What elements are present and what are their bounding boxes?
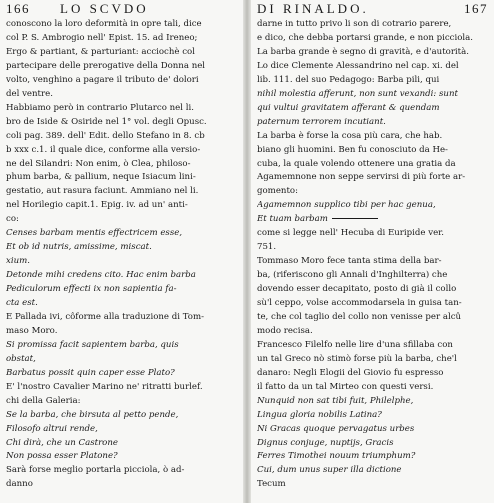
text-line (6, 102, 239, 115)
text-line-content: cta est. (6, 298, 38, 308)
text-line-content: Tommaso Moro fece tanta stima della bar- (257, 256, 442, 267)
text-line-content: del ventre. (6, 88, 53, 99)
text-line (6, 32, 239, 45)
left-page-header (0, 1, 243, 15)
text-line-content: Ni Gracas quoque pervagatus urbes (257, 423, 415, 434)
text-line-content: gomento: (257, 186, 298, 197)
text-line (257, 269, 490, 282)
text-line-content: Tecum (257, 479, 286, 490)
text-line-content: Francesco Filelfo nelle lire d'una sfillaba con (257, 339, 453, 350)
text-line (257, 32, 490, 45)
left-page-number: 166 (6, 1, 30, 16)
text-line-content: E' l'nostro Cavalier Marino ne' ritratti burlef. (6, 381, 203, 392)
text-line-content: e dico, che debba portarsi grande, e non picciola. (257, 32, 473, 43)
text-line (257, 311, 490, 324)
text-line (6, 325, 239, 338)
text-line-content: Pediculorum effecti ix non sapientia fa- (6, 284, 177, 295)
text-line-content: paternum terrorem incutiant. (257, 116, 386, 127)
text-line-content: obstat, (6, 353, 36, 364)
text-line (257, 185, 490, 198)
text-line (257, 423, 490, 436)
text-line (257, 60, 490, 73)
text-line-content: xium. (6, 256, 31, 267)
text-line-content: il fatto da un tal Mirteo con questi versi. (257, 381, 434, 392)
text-line-content: volto, venghino a pagare il tributo de' dolori (6, 74, 199, 85)
text-line (257, 171, 490, 184)
text-line-content: col P. S. Ambrogio nell' Epist. 15. ad Ireneo; (6, 32, 198, 43)
text-line-content: chi della Galeria: (6, 395, 81, 406)
text-line (257, 227, 490, 240)
text-line (6, 297, 239, 310)
text-line (6, 478, 239, 491)
text-line (6, 227, 239, 240)
text-line-content: Non possa esser Platone? (6, 451, 118, 462)
text-line-content: La barba grande è segno di gravità, e d'autorità. (257, 46, 469, 57)
text-line-content: Cui, dum unus super illa dictione (257, 465, 402, 476)
text-line-content: Chi dirà, che un Castrone (6, 437, 118, 448)
text-line-content: Habbiamo però in contrario Plutarco nel li. (6, 102, 194, 113)
text-line-content: danaro: Negli Elogii del Giovio fu espresso (257, 367, 444, 378)
text-line-content: te, che col taglio del collo non venisse per alcû (257, 311, 462, 322)
text-line-content: b xxx c.1. il quale dice, conforme alla versio- (6, 144, 201, 155)
text-line (257, 102, 490, 115)
text-line-content: lib. 111. del suo Pedagogo: Barba pili, qui (257, 74, 440, 85)
text-line (257, 297, 490, 310)
text-line (6, 450, 239, 463)
text-line (6, 171, 239, 184)
text-line (257, 213, 490, 226)
text-line (6, 367, 239, 380)
text-line-content: ba, (riferiscono gli Annali d'Inghilterra) che (257, 270, 448, 281)
text-line (6, 88, 239, 101)
text-line-content: sù'l ceppo, volse accommodarsela in guisa tan- (257, 298, 462, 308)
text-line (257, 116, 490, 129)
text-line-content: La barba è forse la cosa più cara, che hab. (257, 130, 443, 141)
text-line (6, 60, 239, 73)
text-line (257, 353, 490, 366)
right-page-number: 167 (464, 1, 488, 16)
text-line-content: qui vultui gravitatem afferant & quendam (257, 102, 440, 113)
text-line (6, 144, 239, 157)
text-line (6, 339, 239, 352)
text-line (6, 255, 239, 268)
text-line-content: gestatio, aut rasura faciunt. Ammiano nel li. (6, 186, 199, 197)
text-line (257, 478, 490, 491)
text-line (257, 18, 490, 31)
text-line (257, 158, 490, 171)
text-line-content: Dignus conjuge, nuptijs, Gracis (257, 437, 394, 448)
text-line (257, 199, 490, 212)
right-running-title: DI RINALDO. (257, 1, 369, 16)
text-line (6, 18, 239, 31)
text-line-content: Lingua gloria nobilis Latina? (257, 409, 382, 420)
text-line-content: darne in tutto privo li son di cotrario parere, (257, 19, 452, 29)
text-line (6, 437, 239, 450)
text-line (257, 339, 490, 352)
text-line-content: nihil molestia afferunt, non sunt vexandi: sunt (257, 88, 458, 99)
text-line-content: Ferres Timothei nouum triumphum? (257, 451, 416, 462)
text-line-content: partecipare delle prerogative della Donna nel (6, 60, 206, 71)
text-line (6, 158, 239, 171)
left-running-title: LO SCVDO (60, 1, 149, 16)
text-line (6, 464, 239, 477)
text-line-content: dovendo esser decapitato, posto di già il collo (257, 284, 457, 295)
text-line-content: Agamemnon supplico tibi per hac genua, (257, 200, 436, 211)
text-line (6, 423, 239, 436)
text-line-content: Sarà forse meglio portarla picciola, ò ad- (6, 465, 185, 476)
text-line (6, 213, 239, 226)
text-line (6, 353, 239, 366)
text-line (6, 116, 239, 129)
text-line-content: nel Horilegio capit.1. Epig. iv. ad un' anti- (6, 200, 188, 211)
text-line (6, 241, 239, 254)
text-line-content: Barbatus possit quin caper esse Plato? (6, 367, 175, 378)
text-line (257, 367, 490, 380)
text-line-content: Et tuam barbam (257, 214, 328, 225)
text-line (6, 74, 239, 87)
text-line (257, 88, 490, 101)
text-line (257, 409, 490, 422)
text-line-content: phum barba, & pallium, neque Isiacum lini- (6, 172, 196, 183)
text-line (257, 283, 490, 296)
text-line-content: come si legge nell' Hecuba di Euripide ver. (257, 228, 445, 239)
book-gutter (243, 0, 251, 503)
text-line (6, 311, 239, 324)
text-line-content: Filosofo altrui rende, (6, 423, 98, 434)
text-line-content: co: (6, 214, 19, 225)
text-line (6, 269, 239, 282)
text-line-content: Lo dice Clemente Alessandrino nel cap. xi. del (257, 60, 459, 71)
text-line (257, 144, 490, 157)
text-line (257, 130, 490, 143)
text-line (257, 381, 490, 394)
text-line-content: un tal Greco nò stimò forse più la barba, che'l (257, 353, 457, 364)
text-line (257, 255, 490, 268)
text-line (6, 283, 239, 296)
text-line-content: conoscono la loro deformità in opre tali, dice (6, 19, 202, 29)
text-line (257, 450, 490, 463)
text-line-content: coli pag. 389. dell' Edit. dello Stefano in 8. cb (6, 130, 205, 141)
text-line (257, 74, 490, 87)
text-line-content: modo recisa. (257, 325, 313, 336)
text-line-content: Agamemnone non seppe servirsi di più forte ar- (257, 172, 466, 183)
text-line (257, 241, 490, 254)
text-line-content: E Pallada ivi, côforme alla traduzione di Tom- (6, 311, 205, 322)
text-line-content: Si promissa facit sapientem barba, quis (6, 339, 179, 350)
text-line-content: 751. (257, 242, 277, 253)
text-line-content: biano gli huomini. Ben fu conosciuto da He- (257, 144, 448, 155)
text-line (257, 464, 490, 477)
text-line-content: Nunquid non sat tibi fuit, Philelphe, (257, 395, 414, 406)
text-line (6, 395, 239, 408)
left-page (0, 0, 243, 503)
text-line (257, 46, 490, 59)
right-page (251, 0, 494, 503)
text-line (6, 185, 239, 198)
text-line-content: Et ob id nutris, amissime, miscat. (6, 242, 152, 253)
text-line-content: cuba, la quale volendo ottenere una gratia da (257, 158, 456, 169)
text-line-content: Ergo & partiant, & parturiant: acciochè col (6, 46, 195, 57)
text-line (257, 395, 490, 408)
text-line (6, 130, 239, 143)
text-line (6, 199, 239, 212)
text-line-content: danno (6, 479, 33, 490)
text-line (6, 381, 239, 394)
text-line (257, 437, 490, 450)
right-page-header (251, 1, 494, 15)
text-line-content: ne del Silandri: Non enim, ò Clea, philoso- (6, 158, 191, 169)
inline-rule (332, 218, 378, 219)
text-line (257, 325, 490, 338)
text-line-content: Censes barbam mentis effectricem esse, (6, 228, 183, 239)
text-line-content: Se la barba, che birsuta al petto pende, (6, 409, 179, 420)
text-line (6, 409, 239, 422)
text-line-content: maso Moro. (6, 325, 58, 336)
text-line-content: Detonde mihi credens cito. Hac enim barba (6, 270, 196, 281)
text-line (6, 46, 239, 59)
text-line-content: bro de Iside & Osiride nel 1° vol. degli Opusc. (6, 116, 207, 127)
